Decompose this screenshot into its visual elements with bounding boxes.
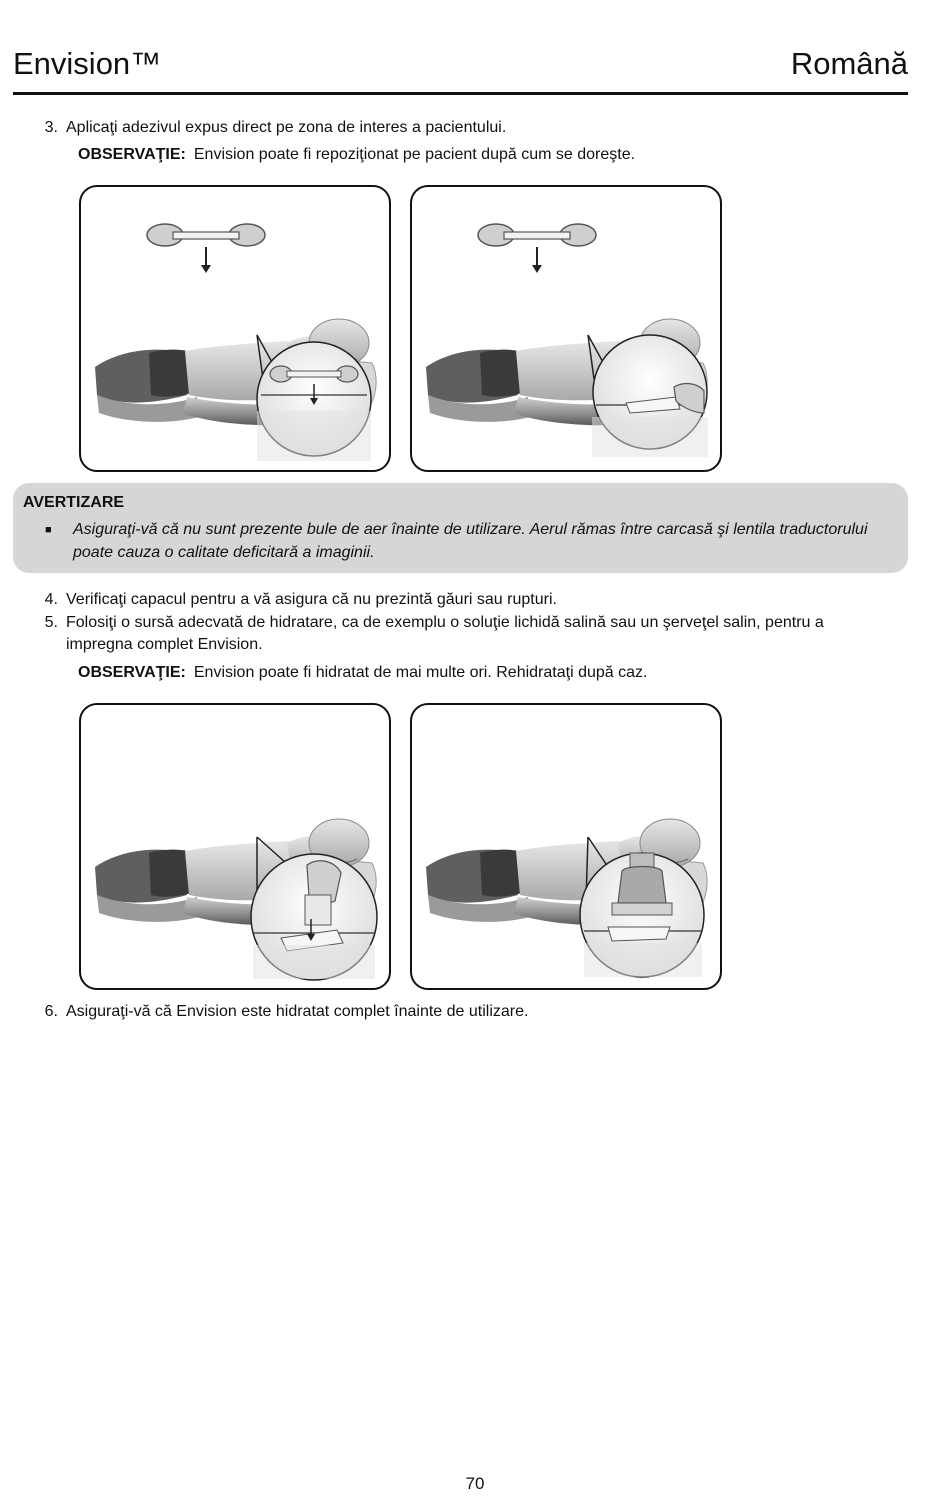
note-2	[78, 664, 647, 682]
page-number: 70	[465, 1474, 485, 1493]
step-text: Aplicaţi adezivul expus direct pe zona de interes a pacientului.	[66, 119, 507, 136]
note-text: Envision poate fi repoziţionat pe pacient după cum se doreşte.	[193, 146, 636, 163]
patient-apply-adhesive-illustration	[81, 187, 389, 470]
step-number: 6.	[44, 1003, 58, 1020]
figure-hydrate-wipe	[79, 703, 391, 990]
patient-transducer-illustration	[412, 705, 720, 988]
step-number: 5.	[44, 614, 58, 631]
step-number: 4.	[44, 591, 58, 608]
figure-transducer	[410, 703, 722, 990]
note-label: OBSERVAŢIE:	[78, 664, 186, 681]
language-label: Română	[790, 46, 908, 81]
step-number: 3.	[44, 119, 58, 136]
warning-text: Asiguraţi-vă că nu sunt prezente bule de aer înainte de utilizare. Aerul rămas între carcasă şi lentila traductorului poate cauza o calitate deficitară a imaginii.	[73, 521, 868, 561]
warning-bullet: ■	[45, 524, 52, 536]
note-text: Envision poate fi hidratat de mai multe ori. Rehidrataţi după caz.	[193, 664, 648, 681]
patient-hydrate-wipe-illustration	[81, 705, 389, 988]
warning-title: AVERTIZARE	[23, 494, 125, 511]
note-label: OBSERVAŢIE:	[78, 146, 186, 163]
warning-box	[13, 483, 908, 573]
patient-reposition-illustration	[412, 187, 720, 470]
step-text-line-1: Folosiţi o sursă adecvată de hidratare, ca de exemplu o soluţie lichidă salină sau un şerveţel salin, pentru a	[66, 614, 824, 631]
step-text: Asiguraţi-vă că Envision este hidratat complet înainte de utilizare.	[66, 1003, 529, 1020]
step-text-line-2: impregna complet Envision.	[66, 636, 263, 653]
step-text: Verificaţi capacul pentru a vă asigura că nu prezintă găuri sau rupturi.	[66, 591, 557, 608]
page-header	[13, 40, 908, 95]
product-name: Envision™	[13, 46, 162, 81]
figure-reposition	[410, 185, 722, 472]
note-1	[78, 146, 635, 164]
figure-apply-adhesive	[79, 185, 391, 472]
